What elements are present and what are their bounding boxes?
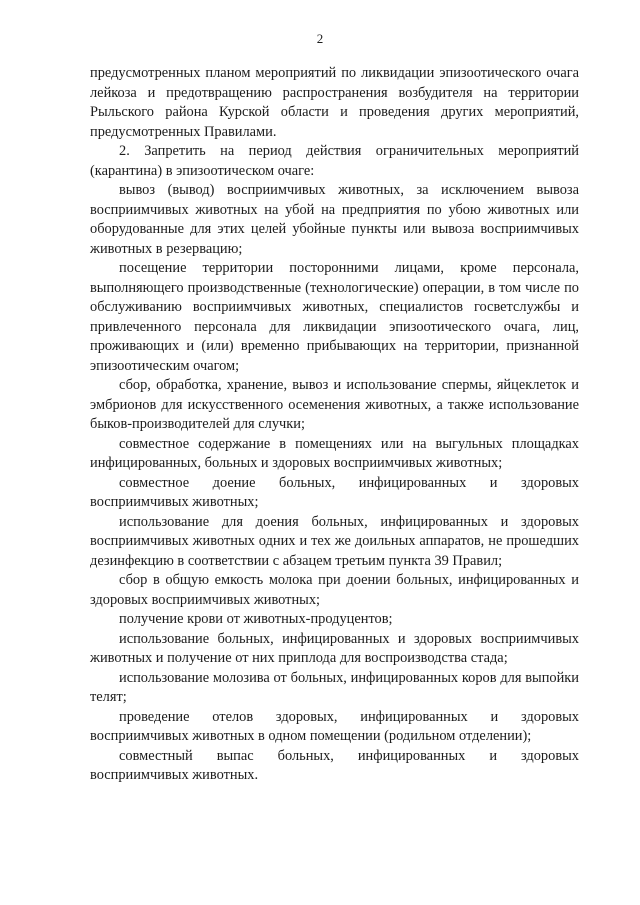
- paragraph-item-2-heading: 2. Запретить на период действия ограничительных мероприятий (карантина) в эпизоотическом очаге:: [90, 143, 579, 179]
- paragraph-joint-housing-ban: совместное содержание в помещениях или на выгульных площадках инфицированных, больных и здоровых восприимчивых животных;: [90, 435, 579, 471]
- paragraph-joint-milking-ban: совместное доение больных, инфицированных и здоровых восприимчивых животных;: [90, 474, 579, 510]
- paragraph-semen-embryo-ban: сбор, обработка, хранение, вывоз и использование спермы, яйцеклеток и эмбрионов для искусственного осеменения животных, а также использование быков-производителей для случки;: [90, 377, 579, 432]
- paragraph-export-ban: вывоз (вывод) восприимчивых животных, за исключением вывоза восприимчивых животных на убой на предприятия по убою животных или оборудованные для этих целей убойные пункты или вывоза восприимчивых животных в резервацию;: [90, 182, 579, 257]
- paragraph-grazing-ban: совместный выпас больных, инфицированных и здоровых восприимчивых животных.: [90, 747, 579, 783]
- paragraph-visitor-ban: посещение территории посторонними лицами, кроме персонала, выполняющего производственные (технологические) операции, в том числе по обслуживанию восприимчивых животных, специалистов госветслужбы и привлеченного персонала для ликвидации эпизоотического очага, лиц, проживающих и (или) временно прибывающих на территории, признанной эпизоотическим очагом;: [90, 260, 579, 374]
- paragraph-colostrum-ban: использование молозива от больных, инфицированных коров для выпойки телят;: [90, 669, 579, 705]
- paragraph-blood-collection-ban: получение крови от животных-продуцентов;: [119, 611, 393, 627]
- page-number: 2: [316, 31, 324, 46]
- paragraph-calving-ban: проведение отелов здоровых, инфицированных и здоровых восприимчивых животных в одном помещении (родильном отделении);: [90, 708, 579, 744]
- paragraph-breeding-ban: использование больных, инфицированных и здоровых восприимчивых животных и получение от них приплода для воспроизводства стада;: [90, 630, 579, 666]
- paragraph-milking-equipment-ban: использование для доения больных, инфицированных и здоровых восприимчивых животных одних и тех же доильных аппаратов, не прошедших дезинфекцию в соответствии с абзацем третьим пункта 39 Правил;: [90, 513, 579, 569]
- paragraph-milk-collection-ban: сбор в общую емкость молока при доении больных, инфицированных и здоровых восприимчивых животных;: [90, 572, 579, 608]
- document-body: [90, 64, 579, 786]
- paragraph-continuation: предусмотренных планом мероприятий по ликвидации эпизоотического очага лейкоза и предотвращению распространения возбудителя на территории Рыльского района Курской области и проведения других мероприятий, предусмотренных Правилами.: [90, 65, 579, 140]
